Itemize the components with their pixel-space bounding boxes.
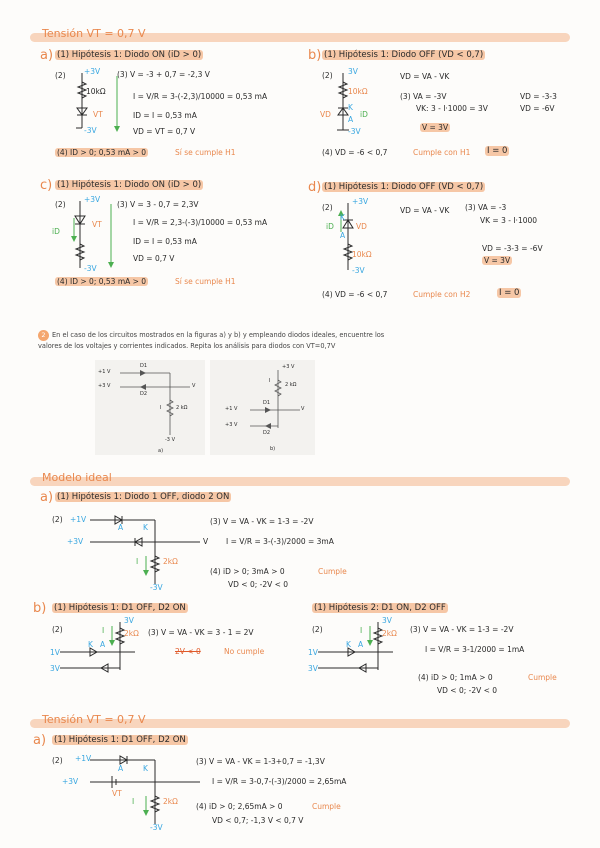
ideal-b1-bad: 2V < 0 (175, 647, 201, 656)
ideal-b2-result: Cumple (528, 673, 557, 682)
ideal-b2-eq-current: I = V/R = 3-1/2000 = 1mA (425, 645, 525, 654)
part-b-result: Cumple con H1 (413, 148, 471, 157)
part-a-step4: (4) ID > 0; 0,53 mA > 0 (57, 148, 147, 157)
part-a-letter: a) (40, 48, 54, 63)
ideal-a-a: A (118, 523, 124, 532)
part-c-vtop: +3V (84, 195, 101, 204)
part-b-step2: (2) (322, 71, 333, 80)
current-arrow-icon (109, 640, 115, 646)
part-d-a: A (340, 231, 346, 240)
tension-a-result: Cumple (312, 802, 341, 811)
figure-a-i: I (160, 405, 162, 411)
ideal-a-v1: +1V (70, 515, 87, 524)
ideal-a-step2: (2) (52, 515, 63, 524)
part-c-result: Sí se cumple H1 (175, 277, 236, 286)
figure-a-vb: -3 V (165, 437, 175, 443)
ideal-a-result: Cumple (318, 567, 347, 576)
part-b-res: 10kΩ (348, 87, 368, 96)
part-b-v3: V = 3V (422, 123, 449, 132)
part-a-step3: (3) V = -3 + 0,7 = -2,3 V (117, 70, 210, 79)
ideal-b2-step4: (4) iD > 0; 1mA > 0 (418, 673, 493, 682)
tension-a-step2: (2) (52, 756, 63, 765)
diode-icon (265, 423, 271, 429)
ideal-b-letter: b) (33, 601, 47, 616)
part-d-v3: V = 3V (484, 256, 511, 265)
part-c-step3: (3) V = 3 - 0,7 = 2,3V (117, 200, 199, 209)
ideal-a-v: V (203, 537, 209, 546)
part-b-vd-eq: VD = VA - VK (400, 72, 450, 81)
ideal-b2-i: I (360, 626, 363, 635)
ideal-a-vb: -3V (150, 583, 163, 592)
part-d-vk: VK = 3 - I·1000 (480, 216, 538, 225)
diode-icon (140, 370, 146, 376)
part-d-vbot: -3V (352, 266, 365, 275)
figure-b-r: 2 kΩ (285, 382, 297, 388)
part-c-step4: (4) ID > 0; 0,53 mA > 0 (57, 277, 147, 286)
tension-a-eq-current: I = V/R = 3-0,7-(-3)/2000 = 2,65mA (212, 777, 347, 786)
tension-a-k: K (143, 764, 148, 773)
part-b-step3: (3) VA = -3V (400, 92, 447, 101)
ideal-b2-k: K (346, 640, 351, 649)
ideal-a-step4b: VD < 0; -2V < 0 (228, 580, 289, 589)
part-c-step2: (2) (55, 200, 66, 209)
part-b-a: A (348, 115, 354, 124)
ideal-b1-step3: (3) V = VA - VK = 3 - 1 = 2V (148, 628, 254, 637)
part-b-vd: VD (320, 110, 331, 119)
part-c-letter: c) (40, 178, 53, 193)
part-d-result: Cumple con H2 (413, 290, 471, 299)
part-a-vt: VT (93, 110, 103, 119)
part-d-res: 10kΩ (352, 250, 372, 259)
current-arrow-icon (143, 810, 149, 816)
part-d-hypothesis: (1) Hipótesis 1: Diodo OFF (VD < 0,7) (324, 182, 484, 192)
ideal-b1-i: I (102, 626, 105, 635)
tension-a-circuit (60, 752, 200, 832)
tension-a-step4: (4) iD > 0; 2,65mA > 0 (196, 802, 283, 811)
part-d-vd-r: VD = -3-3 = -6V (482, 244, 543, 253)
ideal-b1-step2: (2) (52, 625, 63, 634)
part-c-vbot: -3V (84, 264, 97, 273)
part-d-current: I = 0 (499, 288, 520, 298)
part-a-vbot: -3V (84, 126, 97, 135)
figure-b-v: V (301, 406, 305, 412)
part-d-vd-eq: VD = VA - VK (400, 206, 450, 215)
tension-a-r: 2kΩ (163, 797, 178, 806)
ideal-b-hypothesis1: (1) Hipótesis 1: D1 OFF, D2 ON (54, 603, 186, 613)
ideal-a-k: K (143, 523, 148, 532)
problem-statement: 2 En el caso de los circuitos mostrados en la figuras a) y b) y empleando diodos ideales, encuentre los valores de los voltajes y corrientes indicados. Repita los análisis para diodos con VT=0,7V (38, 331, 385, 350)
tension-a-vb: -3V (150, 823, 163, 832)
part-a-res: 10kΩ (86, 87, 106, 96)
figure-b-v2: +3 V (225, 422, 238, 428)
ideal-b1-v2: 3V (50, 664, 60, 673)
part-b-current: I = 0 (487, 146, 508, 156)
tension-a-hypothesis: (1) Hipótesis 1: D1 OFF, D2 ON (54, 735, 186, 745)
part-b-vk: VK: 3 - I·1000 = 3V (416, 104, 488, 113)
tension-a-step3: (3) V = VA - VK = 1-3+0,7 = -1,3V (196, 757, 325, 766)
ideal-b2-step2: (2) (312, 625, 323, 634)
ideal-b1-r: 2kΩ (124, 629, 139, 638)
part-b-k: K (348, 103, 353, 112)
figure-b-vt: +3 V (282, 364, 295, 370)
part-d-letter: d) (308, 180, 322, 195)
part-d-vd: VD (356, 222, 367, 231)
tension-a-i: I (132, 797, 135, 806)
ideal-b2-v2: 3V (308, 664, 318, 673)
part-c-eq-current: I = V/R = 2,3-(-3)/10000 = 0,53 mA (133, 218, 268, 227)
figure-a-v1: +1 V (98, 369, 111, 375)
ideal-a-i: I (136, 557, 139, 566)
current-arrow-icon (71, 236, 77, 242)
part-a-result: Sí se cumple H1 (175, 148, 236, 157)
figure-a-d1: D1 (140, 363, 148, 369)
ideal-b2-step3: (3) V = VA - VK = 1-3 = -2V (410, 625, 514, 634)
part-b-vtop: 3V (348, 67, 358, 76)
tension-a-a: A (118, 764, 124, 773)
section-title-ideal: Modelo ideal (42, 471, 112, 484)
figure-a-v2: +3 V (98, 383, 111, 389)
tension-a-v2: +3V (62, 777, 79, 786)
part-b-step4: (4) VD = -6 < 0,7 (322, 148, 388, 157)
figure-b-i: I (269, 378, 271, 384)
part-b-letter: b) (308, 48, 322, 63)
ideal-a-v2: +3V (67, 537, 84, 546)
ideal-a-hypothesis: (1) Hipótesis 1: Diodo 1 OFF, diodo 2 ON (57, 492, 230, 502)
ideal-b-hypothesis2: (1) Hipótesis 2: D1 ON, D2 OFF (314, 603, 446, 613)
ideal-b1-v1: 1V (50, 648, 60, 657)
problem-number: 2 (38, 330, 49, 341)
figure-b-v1: +1 V (225, 406, 238, 412)
tension-a-step4b: VD < 0,7; -1,3 V < 0,7 V (212, 816, 304, 825)
ideal-a-step3: (3) V = VA - VK = 1-3 = -2V (210, 517, 314, 526)
figure-a-r: 2 kΩ (176, 405, 188, 411)
part-d-k: K (340, 213, 345, 222)
ideal-a-step4: (4) iD > 0; 3mA > 0 (210, 567, 285, 576)
diode-icon (265, 407, 271, 413)
part-d-step2: (2) (322, 203, 333, 212)
part-b-vd-r2: VD = -6V (520, 104, 555, 113)
diode-icon (140, 384, 146, 390)
part-b-vd-r1: VD = -3-3 (520, 92, 557, 101)
part-c-id: iD (52, 227, 60, 236)
part-a-vtop: +3V (84, 67, 101, 76)
part-d-step3: (3) VA = -3 (465, 203, 507, 212)
ideal-b2-v1: 1V (308, 648, 318, 657)
part-b-circuit (333, 68, 393, 138)
part-c-hypothesis: (1) Hipótesis 1: Diodo ON (iD > 0) (57, 180, 202, 190)
part-d-id: iD (326, 222, 334, 231)
part-b-vbot: -3V (348, 127, 361, 136)
current-arrow-icon (114, 126, 120, 132)
part-d-step4: (4) VD = -6 < 0,7 (322, 290, 388, 299)
ideal-b1-k: K (88, 640, 93, 649)
figure-b-d2: D2 (263, 430, 271, 436)
figure-b-cap: b) (270, 446, 276, 452)
part-a-hypothesis: (1) Hipótesis 1: Diodo ON (iD > 0) (57, 50, 202, 60)
part-c-vt: VT (92, 220, 102, 229)
part-a-eq-vd: VD = VT = 0,7 V (133, 127, 196, 136)
tension-a-v1: +1V (75, 754, 92, 763)
ideal-a-letter: a) (40, 490, 54, 505)
figure-b-d1: D1 (263, 400, 271, 406)
part-c-eq-id: ID = I = 0,53 mA (133, 237, 197, 246)
current-arrow-icon (367, 640, 373, 646)
figure-a-circuit (95, 360, 205, 455)
tension-a-letter: a) (33, 733, 47, 748)
part-c-eq-vd: VD = 0,7 V (133, 254, 175, 263)
part-d-vtop: +3V (352, 197, 369, 206)
part-b-hypothesis: (1) Hipótesis 1: Diodo OFF (VD < 0,7) (324, 50, 484, 60)
part-a-eq-id: ID = I = 0,53 mA (133, 111, 197, 120)
ideal-b2-r: 2kΩ (382, 629, 397, 638)
figure-a-v: V (192, 383, 196, 389)
ideal-b2-vt: 3V (382, 616, 392, 625)
ideal-b2-step4b: VD < 0; -2V < 0 (437, 686, 498, 695)
ideal-a-eq-current: I = V/R = 3-(-3)/2000 = 3mA (226, 537, 334, 546)
section-title-tension: Tensión VT = 0,7 V (42, 27, 146, 40)
section-title-tension-2: Tensión VT = 0,7 V (42, 713, 146, 726)
part-b-id: iD (360, 110, 368, 119)
figure-a-cap: a) (158, 448, 164, 454)
tension-a-vt: VT (112, 789, 122, 798)
figure-a-d2: D2 (140, 391, 148, 397)
ideal-a-r: 2kΩ (163, 557, 178, 566)
part-a-step2: (2) (55, 71, 66, 80)
ideal-b1-a: A (100, 640, 106, 649)
part-a-eq-current: I = V/R = 3-(-2,3)/10000 = 0,53 mA (133, 92, 268, 101)
ideal-b1-result: No cumple (224, 647, 265, 656)
ideal-b2-a: A (358, 640, 364, 649)
ideal-b1-vt: 3V (124, 616, 134, 625)
current-arrow-icon (143, 570, 149, 576)
